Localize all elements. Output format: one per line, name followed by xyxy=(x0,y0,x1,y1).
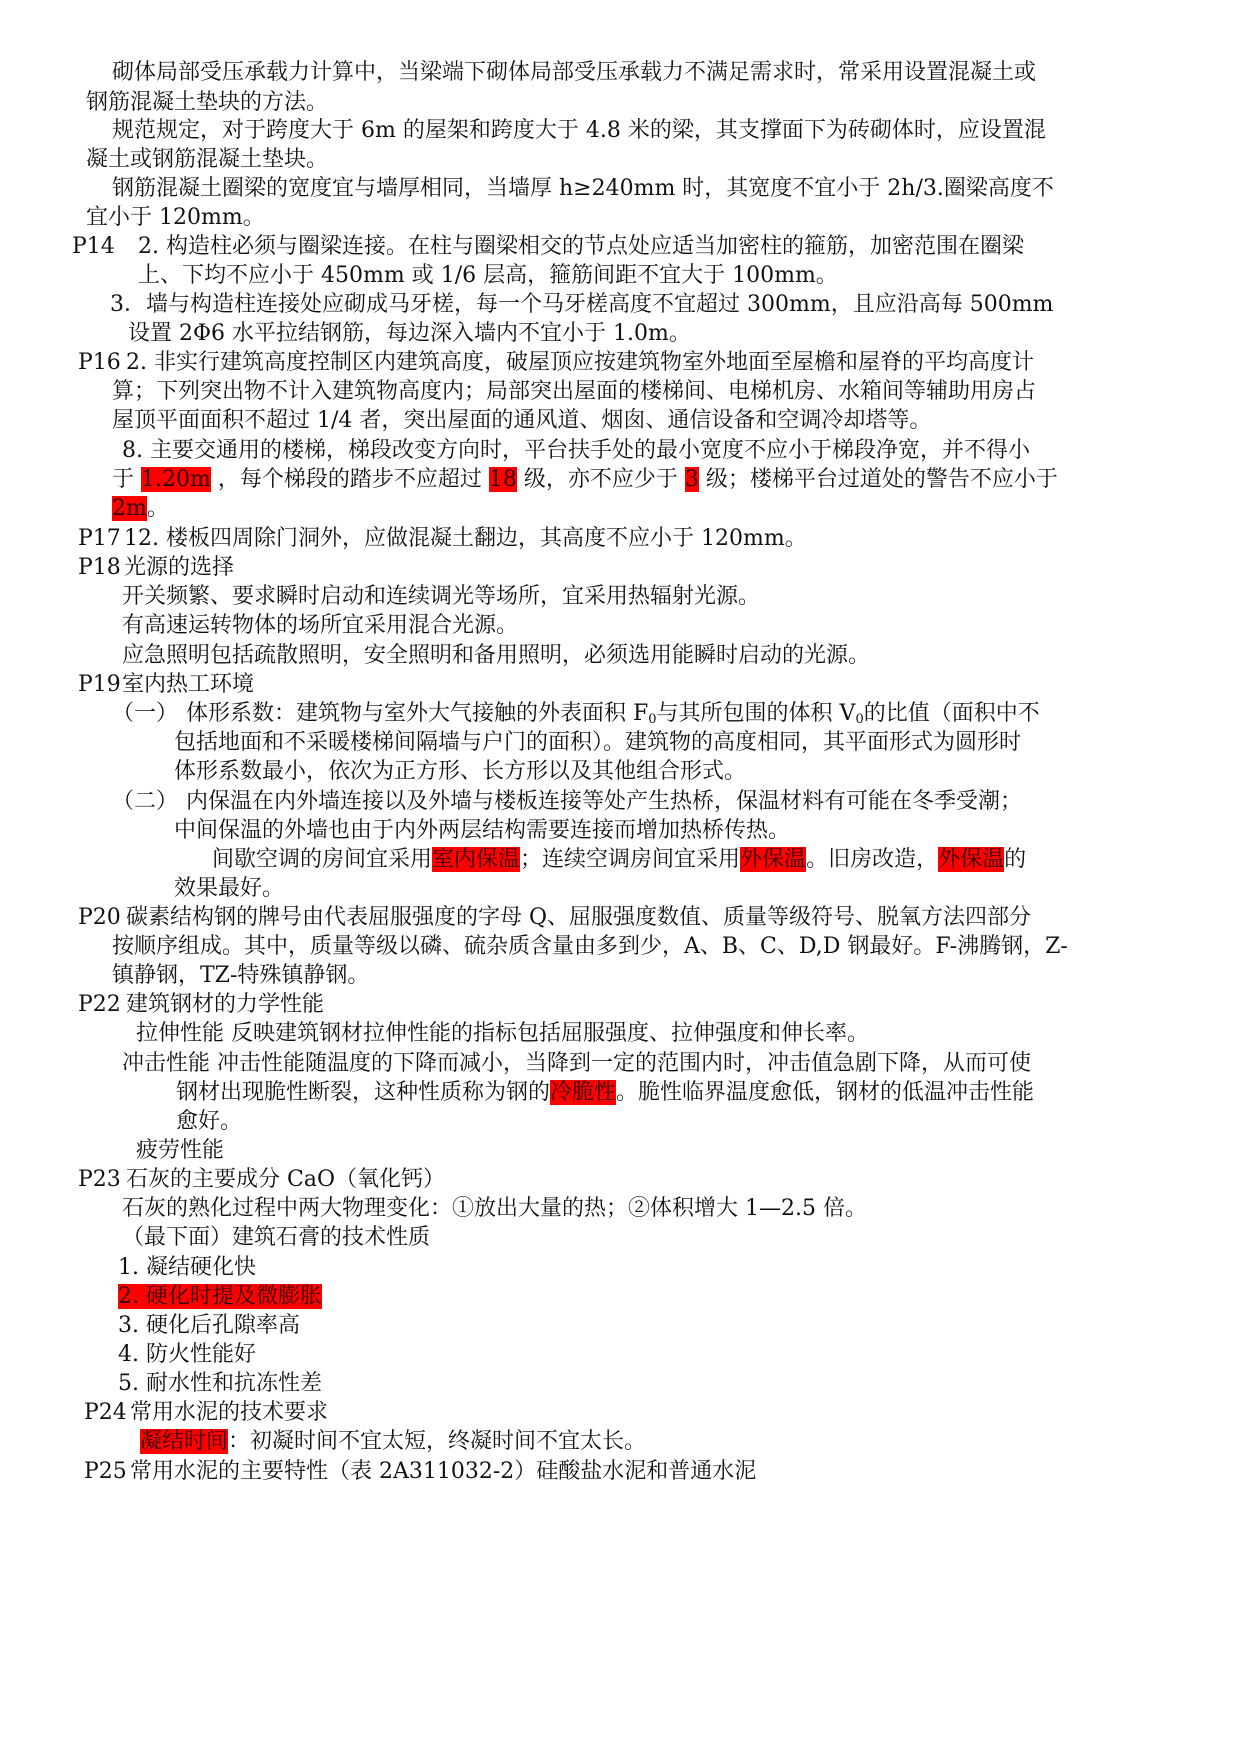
p22-impact-text-b: 。脆性临界温度愈低，钢材的低温冲击性能 xyxy=(616,1080,1035,1105)
highlight-setting-time: 凝结时间 xyxy=(140,1429,229,1454)
p19-s1-line2: 包括地面和不采暖楼梯间隔墙与户门的面积）。建筑物的高度相同，其平面形式为圆形时 xyxy=(174,730,1022,755)
p19-title: 室内热工环境 xyxy=(122,672,255,697)
p18-title: 光源的选择 xyxy=(124,555,235,580)
p16-item8-text-b: ，每个梯段的踏步不应超过 xyxy=(217,467,482,492)
p23-line2: （最下面）建筑石膏的技术性质 xyxy=(122,1225,431,1250)
highlight-landing-width: 1.20m xyxy=(141,467,211,492)
p18-item-1: 开关频繁、要求瞬时启动和连续调光等场所，宜采用热辐射光源。 xyxy=(122,584,761,609)
p24-text-rest: ：初凝时间不宜太短，终凝时间不宜太长。 xyxy=(228,1429,647,1454)
p19-s1-text-c: 的比值（面积中不 xyxy=(863,701,1040,726)
p23-item-4: 4. 防火性能好 xyxy=(118,1342,256,1367)
p20-line2: 按顺序组成。其中，质量等级以磷、硫杂质含量由多到少，A、B、C、D,D 钢最好。F-沸腾钢，Z- xyxy=(112,934,1068,959)
highlight-cold-brittleness: 冷脆性 xyxy=(550,1080,617,1105)
highlight-exterior-insulation-retrofit: 外保温 xyxy=(938,847,1005,872)
p23-line1: 石灰的熟化过程中两大物理变化：①放出大量的热；②体积增大 1—2.5 倍。 xyxy=(122,1196,867,1221)
p16-item8-text-a: 于 xyxy=(112,467,135,492)
p25-label: P25 xyxy=(84,1459,127,1484)
p16-item2-line1: 2. 非实行建筑高度控制区内建筑高度，破屋顶应按建筑物室外地面至屋檐和屋脊的平均高度计 xyxy=(126,350,1034,375)
p19-s1-text-b: 与其所包围的体积 V xyxy=(656,701,856,726)
p19-s2-line2: 中间保温的外墙也由于内外两层结构需要连接而增加热桥传热。 xyxy=(174,818,791,843)
p18-item-2: 有高速运转物体的场所宜采用混合光源。 xyxy=(122,613,519,638)
para2-line2: 凝土或钢筋混凝土垫块。 xyxy=(86,147,329,172)
para3-line1: 钢筋混凝土圈梁的宽度宜与墙厚相同，当墙厚 h≥240mm 时，其宽度不宜小于 2h/3.圈梁高度不 xyxy=(112,176,1054,201)
p25-title: 常用水泥的主要特性（表 2A311032-2）硅酸盐水泥和普通水泥 xyxy=(130,1459,757,1484)
p20-line3: 镇静钢，TZ-特殊镇静钢。 xyxy=(112,963,370,988)
p23-title: 石灰的主要成分 CaO（氧化钙） xyxy=(126,1167,445,1192)
p16-item2-line3: 屋顶平面面积不超过 1/4 者，突出屋面的通风道、烟囱、通信设备和空调冷却塔等。 xyxy=(112,408,932,433)
p16-item8-line1: 8. 主要交通用的楼梯，梯段改变方向时，平台扶手处的最小宽度不应小于梯段净宽，并不得小 xyxy=(122,438,1030,463)
p16-item8-text-c: 级，亦不应少于 xyxy=(523,467,678,492)
p16-item8-line3 xyxy=(112,493,169,525)
p14-label: P14 xyxy=(72,234,115,259)
p22-impact-line2 xyxy=(176,1077,1034,1109)
p23-item-2 xyxy=(118,1281,322,1313)
p16-item8-text-d: 级；楼梯平台过道处的警告不应小于 xyxy=(705,467,1058,492)
p19-s1-line1 xyxy=(186,698,1040,730)
p19-s1-sub-v: 0 xyxy=(855,712,864,727)
p19-s2-line1: 内保温在内外墙连接以及外墙与楼板连接等处产生热桥，保温材料有可能在冬季受潮； xyxy=(186,789,1023,814)
p23-item-1: 1. 凝结硬化快 xyxy=(118,1255,256,1280)
p14-item2-line1: 2. 构造柱必须与圈梁连接。在柱与圈梁相交的节点处应适当加密柱的箍筋，加密范围在圈梁 xyxy=(138,234,1024,259)
para3-line2: 宜小于 120mm。 xyxy=(86,205,265,230)
highlight-max-steps: 18 xyxy=(488,467,517,492)
p18-label: P18 xyxy=(78,555,121,580)
p19-s2-text-a: 间歇空调的房间宜采用 xyxy=(212,847,433,872)
p22-fatigue: 疲劳性能 xyxy=(136,1138,225,1163)
highlight-min-steps: 3 xyxy=(684,467,699,492)
p22-tensile: 拉伸性能 反映建筑钢材拉伸性能的指标包括屈服强度、拉伸强度和伸长率。 xyxy=(136,1021,869,1046)
p19-s2-mark: （二） xyxy=(112,789,179,814)
p20-line1: 碳素结构钢的牌号由代表屈服强度的字母 Q、屈服强度数值、质量等级符号、脱氧方法四部分 xyxy=(126,905,1032,930)
p24-label: P24 xyxy=(84,1400,127,1425)
highlight-micro-expansion: 2. 硬化时提及微膨胀 xyxy=(118,1284,322,1309)
p19-s1-sub-f: 0 xyxy=(648,712,657,727)
p16-item8-line2 xyxy=(112,464,1058,496)
p19-label: P19 xyxy=(78,672,121,697)
p16-item2-line2: 算；下列突出物不计入建筑物高度内；局部突出屋面的楼梯间、电梯机房、水箱间等辅助用房占 xyxy=(112,379,1037,404)
p20-label: P20 xyxy=(78,905,121,930)
p23-item-5: 5. 耐水性和抗冻性差 xyxy=(118,1371,322,1396)
para2-line1: 规范规定，对于跨度大于 6m 的屋架和跨度大于 4.8 米的梁，其支撑面下为砖砌体时，应设置混 xyxy=(112,118,1046,143)
p22-impact-line1: 冲击性能 冲击性能随温度的下降而减小，当降到一定的范围内时，冲击值急剧下降，从而可使 xyxy=(122,1051,1031,1076)
p16-label: P16 xyxy=(78,350,121,375)
para1-line1: 砌体局部受压承载力计算中，当梁端下砌体局部受压承载力不满足需求时，常采用设置混凝土或 xyxy=(112,60,1037,85)
p23-label: P23 xyxy=(78,1167,121,1192)
p24-title: 常用水泥的技术要求 xyxy=(130,1400,329,1425)
para1-line2: 钢筋混凝土垫块的方法。 xyxy=(86,90,329,115)
p22-label: P22 xyxy=(78,992,121,1017)
p17-text: 12. 楼板四周除门洞外，应做混凝土翻边，其高度不应小于 120mm。 xyxy=(124,526,807,551)
p18-item-3: 应急照明包括疏散照明，安全照明和备用照明，必须选用能瞬时启动的光源。 xyxy=(122,643,871,668)
p19-s2-text-b: ；连续空调房间宜采用 xyxy=(520,847,741,872)
p22-impact-text-a: 钢材出现脆性断裂，这种性质称为钢的 xyxy=(176,1080,551,1105)
p19-s1-line3: 体形系数最小，依次为正方形、长方形以及其他组合形式。 xyxy=(174,759,747,784)
p19-s2-text-d: 的 xyxy=(1004,847,1027,872)
p14-item2-line2: 上、下均不应小于 450mm 或 1/6 层高，箍筋间距不宜大于 100mm。 xyxy=(138,263,838,288)
p19-s1-mark: （一） xyxy=(112,701,179,726)
p22-impact-line3: 愈好。 xyxy=(176,1109,243,1134)
p17-label: P17 xyxy=(78,526,121,551)
p19-s2-line4: 效果最好。 xyxy=(174,876,285,901)
p14-item3-line2: 设置 2Φ6 水平拉结钢筋，每边深入墙内不宜小于 1.0m。 xyxy=(128,321,691,346)
p24-line1 xyxy=(140,1426,646,1458)
p19-s2-text-c: 。旧房改造， xyxy=(806,847,939,872)
p23-item-3: 3. 硬化后孔隙率高 xyxy=(118,1313,300,1338)
highlight-clearance: 2m xyxy=(112,496,147,521)
p16-item8-text-e: 。 xyxy=(146,496,169,521)
p22-title: 建筑钢材的力学性能 xyxy=(126,992,325,1017)
p19-s2-line3 xyxy=(212,844,1026,876)
p14-item3-line1: 3．墙与构造柱连接处应砌成马牙槎，每一个马牙槎高度不宜超过 300mm，且应沿高每 500mm xyxy=(110,292,1054,317)
p19-s1-text-a: 体形系数：建筑物与室外大气接触的外表面积 F xyxy=(186,701,649,726)
highlight-interior-insulation: 室内保温 xyxy=(432,847,521,872)
highlight-exterior-insulation: 外保温 xyxy=(740,847,807,872)
